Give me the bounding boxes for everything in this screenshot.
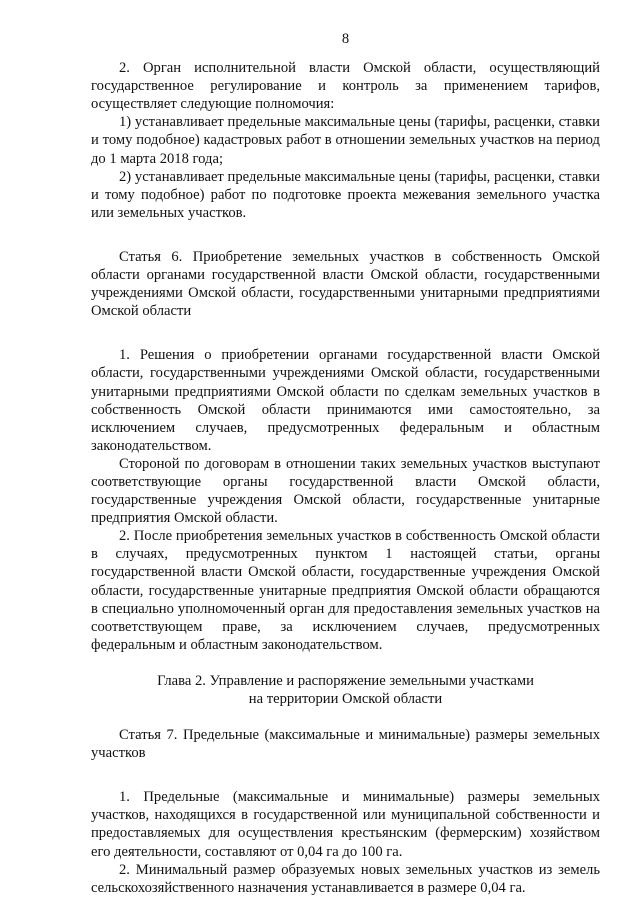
article-7-heading: Статья 7. Предельные (максимальные и минимальные) размеры земельных участков bbox=[91, 727, 600, 762]
article-6-heading: Статья 6. Приобретение земельных участков в собственность Омской области органами государственной власти Омской области, государственными учреждениями Омской области, государственными унитарными предприятиями Омской области bbox=[91, 248, 600, 320]
article-6-paragraph-2: 2. После приобретения земельных участков в собственность Омской области в случаях, предусмотренных пунктом 1 настоящей статьи, органы государственной власти Омской области, государственные учреждения Омской области, государственные унитарные предприятия Омской области обращаются в специально уполномоченный орган для предоставления земельных участков на соответствующем праве, за исключением случаев, предусмотренных федеральным и областным законодательством. bbox=[91, 528, 600, 653]
article-6-paragraph-1: 1. Решения о приобретении органами государственной власти Омской области, государственными учреждениями Омской области, государственными унитарными предприятиями Омской области по сделкам земельных участков в собственность Омской области принимаются ими самостоятельно, за исключением случаев, предусмотренных федеральным и областным законодательством. bbox=[91, 347, 600, 454]
paragraph-powers-item-1: 1) устанавливает предельные максимальные цены (тарифы, расценки, ставки и тому подобное) кадастровых работ в отношении земельных участков на период до 1 марта 2018 года; bbox=[91, 114, 600, 167]
chapter-2-title-line-2: на территории Омской области bbox=[248, 691, 443, 707]
article-6-paragraph-party: Стороной по договорам в отношении таких земельных участков выступают соответствующие органы государственной власти Омской области, государственные учреждения Омской области, государственные унитарные предприятия Омской области. bbox=[91, 455, 600, 527]
article-7-paragraph-1: 1. Предельные (максимальные и минимальные) размеры земельных участков, находящихся в государственной или муниципальной собственности и предоставляемых для осуществления крестьянским (фермерским) хозяйством его деятельности, составляют от 0,04 га до 100 га. bbox=[91, 789, 600, 860]
page-number: 8 bbox=[341, 31, 350, 47]
paragraph-section-2-powers: 2. Орган исполнительной власти Омской области, осуществляющий государственное регулирование и контроль за применением тарифов, осуществляет следующие полномочия: bbox=[91, 60, 600, 113]
paragraph-powers-item-2: 2) устанавливает предельные максимальные цены (тарифы, расценки, ставки и тому подобное) работ по подготовке проекта межевания земельного участка или земельных участков. bbox=[91, 168, 600, 221]
article-7-paragraph-2: 2. Минимальный размер образуемых новых земельных участков из земель сельскохозяйственного назначения устанавливается в размере 0,04 га. bbox=[91, 861, 600, 896]
chapter-2-title-line-1: Глава 2. Управление и распоряжение земельными участками bbox=[157, 672, 534, 689]
